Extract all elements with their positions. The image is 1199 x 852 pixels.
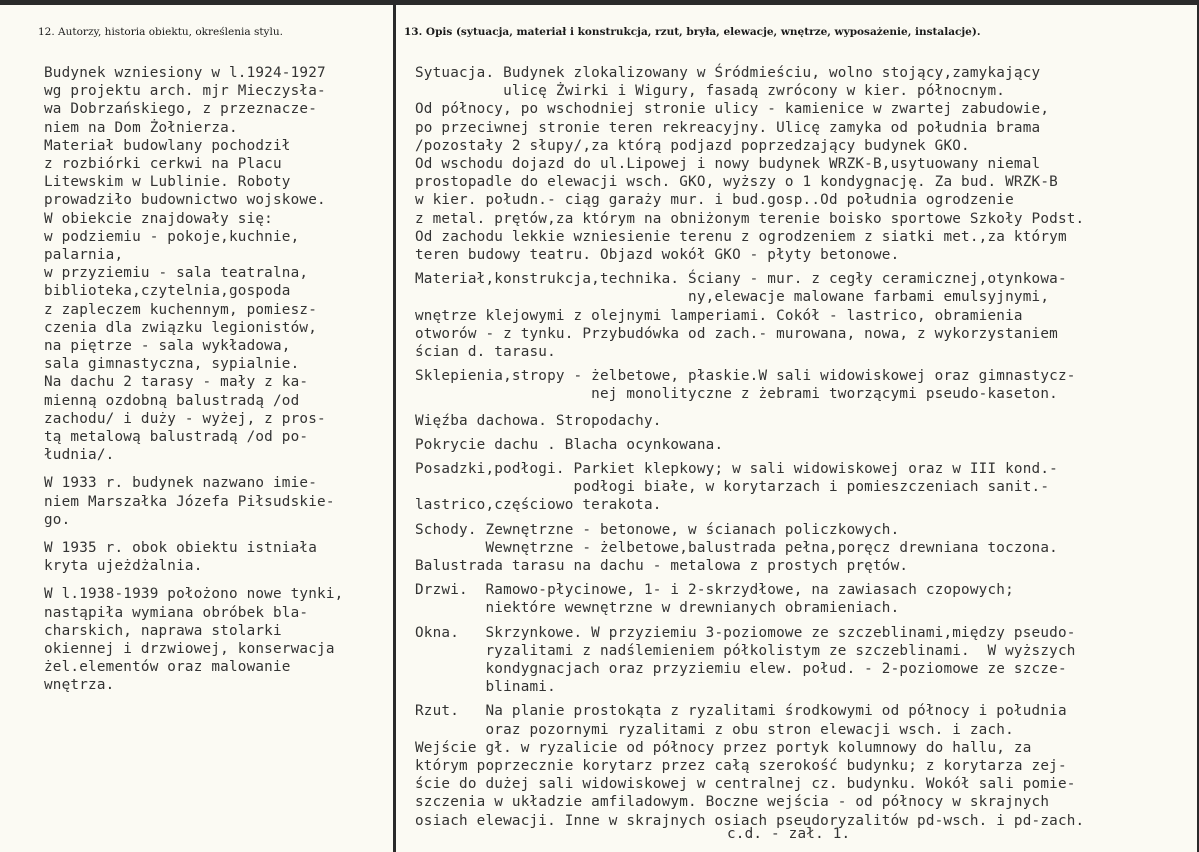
description-text-line: oraz pozornymi ryzalitami z obu stron elewacji wsch. i zach.	[415, 721, 1014, 738]
history-text-line: Na dachu 2 tarasy - mały z ka-	[44, 374, 309, 391]
history-text-line: z zapleczem kuchennym, pomiesz-	[44, 301, 318, 318]
history-text-line: Litewskim w Lublinie. Roboty	[44, 174, 291, 191]
description-text-line: Rzut. Na planie prostokąta z ryzalitami środkowymi od północy i południa	[415, 703, 1067, 720]
description-text-line: ście do dużej sali widowiskowej w centralnej cz. budynku. Wokół sali pomie-	[415, 776, 1076, 793]
history-text-line: wa Dobrzańskiego, z przeznacze-	[44, 101, 318, 118]
description-text-line: niektóre wewnętrzne w drewnianych obramieniach.	[415, 600, 900, 617]
description-text-line: ny,elewacje malowane farbami emulsyjnymi,	[415, 289, 1050, 306]
description-text-line: Balustrada tarasu na dachu - metalowa z prostych prętów.	[415, 558, 909, 574]
history-text-line: W l.1938-1939 położono nowe tynki,	[44, 586, 344, 603]
description-text-line: Posadzki,podłogi. Parkiet klepkowy; w sali widowiskowej oraz w III kond.-	[415, 461, 1058, 477]
history-text-line: charskich, naprawa stolarki	[44, 622, 282, 639]
history-text-line: W 1933 r. budynek nazwano imie-	[44, 475, 318, 492]
history-text-line: łudnia/.	[44, 447, 115, 464]
description-text-line: teren budowy teatru. Objazd wokół GKO - płyty betonowe.	[415, 247, 900, 263]
description-text-line: ścian d. tarasu.	[415, 344, 556, 360]
history-text-line: palarnia,	[44, 247, 124, 263]
top-rule	[0, 0, 1199, 5]
description-text-line: blinami.	[415, 679, 556, 696]
history-text-line: sala gimnastyczna, sypialnie.	[44, 356, 300, 373]
history-text-line: biblioteka,czytelnia,gospoda	[44, 283, 291, 300]
description-text-line: nej monolityczne z żebrami tworzącymi pseudo-kaseton.	[415, 386, 1058, 403]
history-text-line: kryta ujeżdżalnia.	[44, 558, 203, 575]
description-text-line: z metal. prętów,za którym na obniżonym terenie boisko sportowe Szkoły Podst.	[415, 210, 1085, 227]
history-text-line: niem Marszałka Józefa Piłsudskie-	[44, 493, 335, 510]
description-text-line: Od zachodu lekkie wzniesienie terenu z ogrodzeniem z siatki met.,za którym	[415, 228, 1067, 245]
history-text-line: mienną ozdobną balustradą /od	[44, 392, 300, 409]
description-text-line: Schody. Zewnętrzne - betonowe, w ścianach policzkowych.	[415, 521, 900, 538]
description-text-line: podłogi białe, w korytarzach i pomieszczeniach sanit.-	[415, 479, 1050, 496]
description-text-line: ulicę Żwirki i Wigury, fasadą zwrócony w kier. północnym.	[415, 83, 1006, 100]
description-text-line: otworów - z tynku. Przybudówka od zach.- murowana, nowa, z wykorzystaniem	[415, 325, 1058, 342]
column-divider	[393, 0, 396, 852]
description-text-line: Sklepienia,stropy - żelbetowe, płaskie.W sali widowiskowej oraz gimnastycz-	[415, 368, 1076, 385]
description-text-line: Drzwi. Ramowo-płycinowe, 1- i 2-skrzydłowe, na zawiasach czopowych;	[415, 582, 1014, 599]
section-13-header: 13. Opis (sytuacja, materiał i konstrukcja, rzut, bryła, elewacje, wnętrze, wyposażenie, instalacje).	[404, 26, 981, 38]
description-text-line: Sytuacja. Budynek zlokalizowany w Śródmieściu, wolno stojący,zamykający	[415, 65, 1041, 81]
history-text-line: na piętrze - sala wykładowa,	[44, 338, 291, 354]
description-text-line: Wejście gł. w ryzalicie od północy przez portyk kolumnowy do hallu, za	[415, 739, 1032, 756]
history-text-line: W obiekcie znajdowały się:	[44, 210, 273, 227]
history-text-line: nastąpiła wymiana obróbek bla-	[44, 604, 309, 621]
description-text-line: lastrico,częściowo terakota.	[415, 497, 662, 514]
description-text-line: po przeciwnej stronie teren rekreacyjny. Ulicę zamyka od południa brama	[415, 119, 1041, 136]
description-text-line: Okna. Skrzynkowe. W przyziemiu 3-poziomowe ze szczeblinami,między pseudo-	[415, 624, 1076, 641]
description-text-line: /pozostały 2 słupy/,za którą podjazd poprzedzający budynek GKO.	[415, 137, 970, 154]
description-text-line: ryzalitami z nadślemieniem półkolistym ze szczeblinami. W wyższych	[415, 642, 1076, 659]
history-text-line: wg projektu arch. mjr Mieczysła-	[44, 83, 326, 100]
history-text-line: czenia dla związku legionistów,	[44, 319, 318, 336]
history-text-line: niem na Dom Żołnierza.	[44, 119, 238, 136]
history-text-line: żel.elementów oraz malowanie	[44, 659, 291, 676]
description-text-line: Materiał,konstrukcja,technika. Ściany - mur. z cegły ceramicznej,otynkowa-	[415, 271, 1067, 288]
history-text-line: Materiał budowlany pochodził	[44, 137, 291, 154]
history-text-line: W 1935 r. obok obiektu istniała	[44, 540, 318, 556]
description-text-line: osiach elewacji. Inne w skrajnych osiach pseudoryzalitów pd-wsch. i pd-zach.	[415, 812, 1085, 829]
description-text-line: prostopadle do elewacji wsch. GKO, wyższy o 1 kondygnację. Za bud. WRZK-B	[415, 174, 1058, 191]
history-text-line: w przyziemiu - sala teatralna,	[44, 265, 309, 282]
history-text-line: wnętrza.	[44, 677, 115, 694]
history-text-line: z rozbiórki cerkwi na Placu	[44, 156, 282, 172]
description-text-line: w kier. połudn.- ciąg garaży mur. i bud.gosp..Od południa ogrodzenie	[415, 192, 1014, 209]
history-text-line: tą metalową balustradą /od po-	[44, 429, 309, 445]
description-text-line: Od wschodu dojazd do ul.Lipowej i nowy budynek WRZK-B,usytuowany niemal	[415, 156, 1041, 172]
history-text-line: okiennej i drzwiowej, konserwacja	[44, 641, 335, 657]
history-text-line: Budynek wzniesiony w l.1924-1927	[44, 65, 326, 81]
continuation-note: c.d. - zał. 1.	[727, 826, 851, 842]
history-text-line: go.	[44, 511, 71, 528]
description-text-line: Od północy, po wschodniej stronie ulicy - kamienice w zwartej zabudowie,	[415, 101, 1050, 118]
description-text-line: Pokrycie dachu . Blacha ocynkowana.	[415, 436, 724, 453]
description-text-line: Wewnętrzne - żelbetowe,balustrada pełna,poręcz drewniana toczona.	[415, 539, 1058, 556]
description-text-line: Więźba dachowa. Stropodachy.	[415, 412, 662, 429]
section-12-header: 12. Autorzy, historia obiektu, określenia stylu.	[38, 26, 283, 38]
history-text-line: zachodu/ i duży - wyżej, z pros-	[44, 410, 326, 427]
history-text-line: prowadziło budownictwo wojskowe.	[44, 192, 326, 209]
history-text-line: w podziemiu - pokoje,kuchnie,	[44, 228, 300, 245]
description-text-line: wnętrze klejowymi z olejnymi lamperiami. Cokół - lastrico, obramienia	[415, 307, 1023, 324]
description-text-line: kondygnacjach oraz przyziemiu elew. połud. - 2-poziomowe ze szcze-	[415, 661, 1067, 677]
description-text-line: którym poprzecznie korytarz przez całą szerokość budynku; z korytarza zej-	[415, 758, 1067, 774]
description-text-line: szczenia w układzie amfiladowym. Boczne wejścia - od północy w skrajnych	[415, 794, 1050, 811]
